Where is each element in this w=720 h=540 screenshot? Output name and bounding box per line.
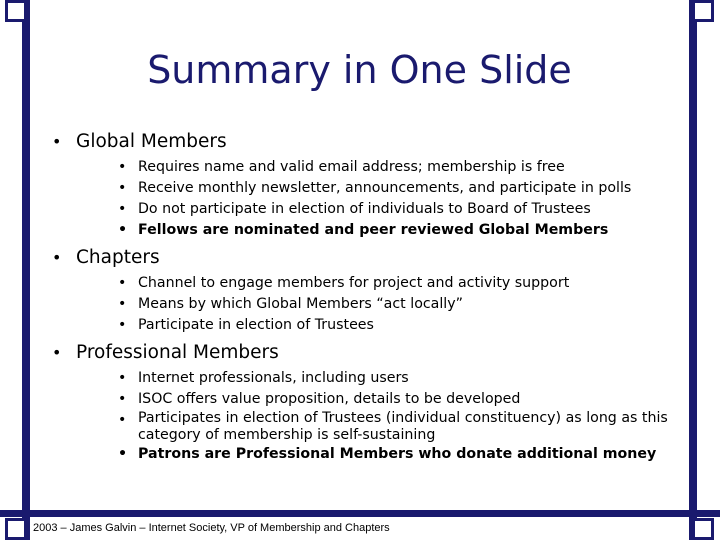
section-heading-text: Chapters [76, 247, 160, 268]
section-heading-chapters [52, 246, 682, 270]
frame-right-bar [689, 0, 697, 540]
bullet-icon: • [52, 248, 62, 267]
corner-square-top-left [5, 0, 27, 22]
slide-content [52, 130, 682, 470]
list-item-text: Means by which Global Members “act locally” [138, 296, 463, 312]
corner-square-bottom-left [5, 518, 27, 540]
bullet-icon: • [118, 370, 127, 386]
list-item [52, 178, 682, 199]
list-item-text: Internet professionals, including users [138, 370, 409, 386]
corner-square-top-right [692, 0, 714, 22]
section-heading-text: Professional Members [76, 342, 279, 363]
list-item [52, 157, 682, 178]
bullet-icon: • [118, 159, 127, 175]
list-item [52, 410, 682, 444]
frame-bottom-bar [0, 510, 720, 517]
list-item [52, 444, 682, 465]
bullet-icon: • [118, 296, 127, 312]
bullet-icon: • [118, 412, 127, 428]
list-item-text: Fellows are nominated and peer reviewed Global Members [138, 222, 609, 238]
slide-footer: 2003 – James Galvin – Internet Society, VP of Membership and Chapters [33, 522, 390, 534]
list-item [52, 294, 682, 315]
section-heading-professional-members [52, 341, 682, 365]
bullet-icon: • [118, 180, 127, 196]
section-heading-global-members [52, 130, 682, 154]
list-item-text: Patrons are Professional Members who donate additional money [138, 446, 657, 462]
bullet-icon: • [118, 201, 127, 217]
list-item-text: Requires name and valid email address; membership is free [138, 159, 565, 175]
slide-title: Summary in One Slide [147, 48, 572, 92]
bullet-list-chapters [52, 273, 682, 336]
bullet-list-professional-members [52, 368, 682, 465]
list-item-text: Participate in election of Trustees [138, 317, 374, 333]
corner-square-bottom-right [692, 518, 714, 540]
list-item [52, 368, 682, 389]
bullet-icon: • [118, 222, 128, 238]
list-item [52, 199, 682, 220]
list-item [52, 315, 682, 336]
list-item-text: Channel to engage members for project and activity support [138, 275, 570, 291]
section-heading-text: Global Members [76, 131, 227, 152]
bullet-icon: • [118, 275, 127, 291]
bullet-icon: • [118, 317, 127, 333]
list-item [52, 273, 682, 294]
list-item-text: ISOC offers value proposition, details to be developed [138, 391, 521, 407]
bullet-list-global-members [52, 157, 682, 241]
bullet-icon: • [118, 446, 128, 462]
list-item-text: Participates in election of Trustees (individual constituency) as long as this category of membership is self-sustaining [138, 410, 668, 443]
list-item [52, 220, 682, 241]
bullet-icon: • [118, 391, 127, 407]
bullet-icon: • [52, 132, 62, 151]
list-item [52, 389, 682, 410]
list-item-text: Receive monthly newsletter, announcements, and participate in polls [138, 180, 632, 196]
list-item-text: Do not participate in election of individuals to Board of Trustees [138, 201, 591, 217]
frame-left-bar [22, 0, 30, 540]
bullet-icon: • [52, 343, 62, 362]
